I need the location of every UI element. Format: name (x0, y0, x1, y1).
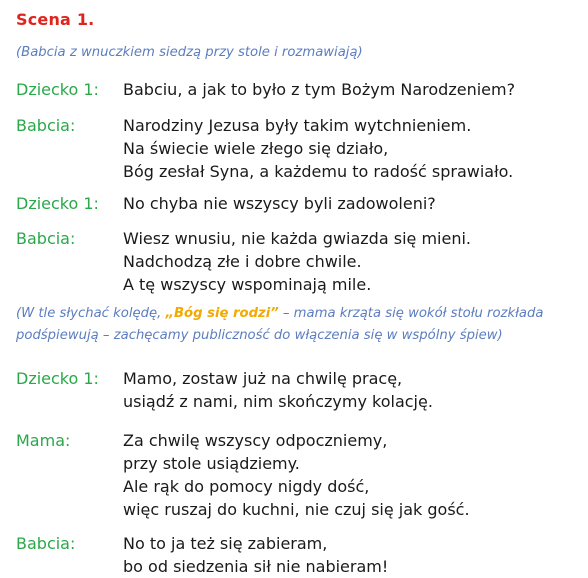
scene-title: Scena 1. (16, 10, 95, 29)
dialogue-lines (123, 192, 436, 215)
dialogue-lines (123, 78, 515, 101)
dialogue-line: Bóg zesłał Syna, a każdemu to radość sprawiało. (123, 162, 514, 181)
dialogue-line: Narodziny Jezusa były takim wytchnieniem. (123, 116, 472, 135)
dialogue-line: Ale rąk do pomocy nigdy dość, (123, 477, 370, 496)
dialogue-line: Wiesz wnusiu, nie każda gwiazda się mieni. (123, 229, 471, 248)
dialogue-lines (123, 367, 433, 413)
dialogue-lines (123, 532, 388, 578)
dialogue-line: przy stole usiądziemy. (123, 454, 300, 473)
stage-direction: (Babcia z wnuczkiem siedzą przy stole i rozmawiają) (16, 45, 363, 60)
dialogue-lines (123, 114, 513, 183)
dialogue-lines (123, 429, 470, 521)
dialogue-line: Nadchodzą złe i dobre chwile. (123, 252, 362, 271)
speaker-label: Dziecko 1: (16, 194, 99, 213)
dialogue-line: Babciu, a jak to było z tym Bożym Narodzeniem? (123, 80, 516, 99)
song-title: „Bóg się rodzi” (165, 306, 279, 321)
dialogue-line: bo od siedzenia sił nie nabieram! (123, 557, 389, 576)
dialogue-line: No chyba nie wszyscy byli zadowoleni? (123, 194, 436, 213)
speaker-label: Dziecko 1: (16, 80, 99, 99)
dialogue-lines (123, 227, 471, 296)
speaker-label: Dziecko 1: (16, 369, 99, 388)
speaker-label: Mama: (16, 431, 71, 450)
speaker-label: Babcia: (16, 116, 76, 135)
dialogue-line: Na świecie wiele złego się działo, (123, 139, 389, 158)
speaker-label: Babcia: (16, 534, 76, 553)
dialogue-line: więc ruszaj do kuchni, nie czuj się jak gość. (123, 500, 470, 519)
stage-direction-prefix: (W tle słychać kolędę, (16, 306, 166, 321)
stage-direction (16, 303, 543, 325)
speaker-label: Babcia: (16, 229, 76, 248)
dialogue-line: usiądź z nami, nim skończymy kolację. (123, 392, 433, 411)
stage-direction-continued: podśpiewują – zachęcamy publiczność do włączenia się w wspólny śpiew) (16, 328, 503, 343)
dialogue-line: Mamo, zostaw już na chwilę pracę, (123, 369, 403, 388)
dialogue-line: A tę wszyscy wspominają mile. (123, 275, 372, 294)
dialogue-line: Za chwilę wszyscy odpoczniemy, (123, 431, 388, 450)
dialogue-line: No to ja też się zabieram, (123, 534, 328, 553)
stage-direction-suffix: – mama krząta się wokół stołu rozkłada (278, 306, 544, 321)
